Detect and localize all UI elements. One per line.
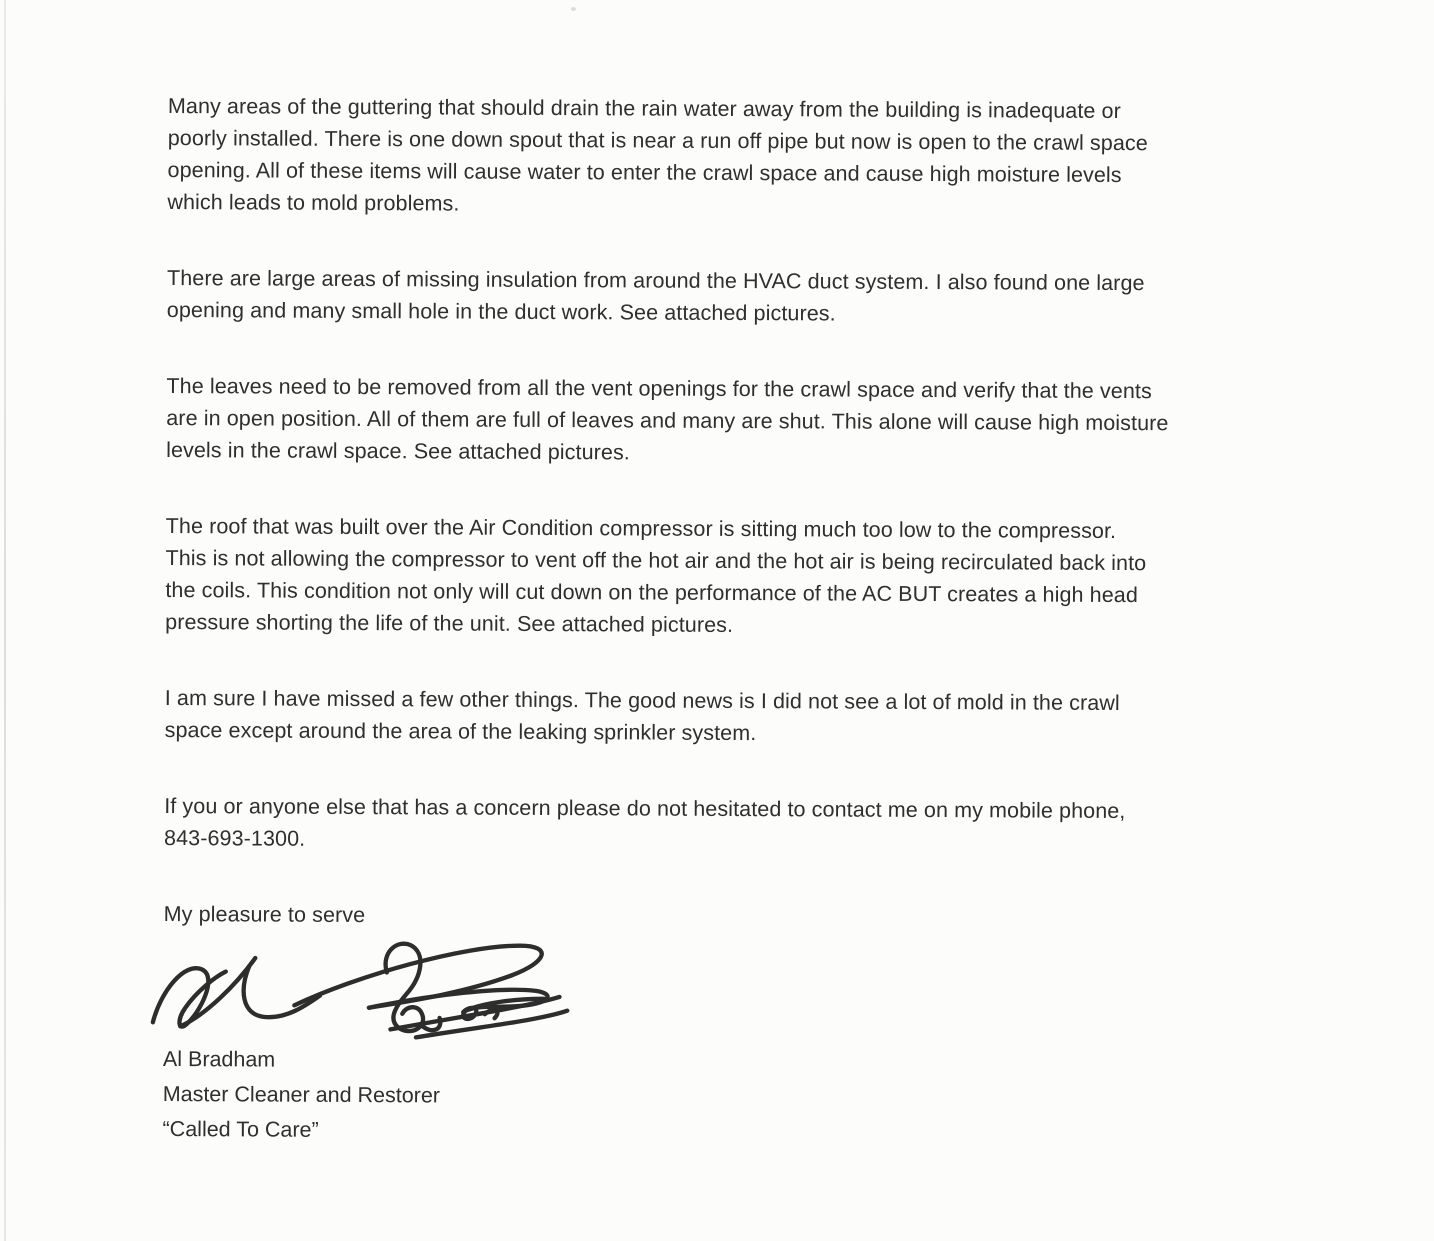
text-line: opening. All of these items will cause water to enter the crawl space and cause high moisture levels <box>167 157 1122 187</box>
paragraph-vents <box>166 370 1346 472</box>
text-line: There are large areas of missing insulation from around the HVAC duct system. I also found one large <box>166 265 1145 296</box>
text-line: poorly installed. There is one down spout that is near a run off pipe but now is open to the crawl space <box>167 125 1148 156</box>
text-line: I am sure I have missed a few other things. The good news is I did not see a lot of mold in the crawl <box>164 685 1120 715</box>
paragraph-contact <box>164 790 1344 860</box>
text-line: which leads to mold problems. <box>167 189 460 216</box>
paragraph-mold-summary <box>165 682 1345 752</box>
text-line: Many areas of the guttering that should drain the rain water away from the building is inadequate or <box>167 93 1121 123</box>
text-line: levels in the crawl space. See attached pictures. <box>166 437 630 465</box>
text-line: opening and many small hole in the duct work. See attached pictures. <box>166 297 836 326</box>
paragraph-insulation <box>167 262 1347 332</box>
text-line: space except around the area of the leaking sprinkler system. <box>164 717 757 746</box>
text-line: pressure shorting the life of the unit. See attached pictures. <box>165 609 734 637</box>
text-line: the coils. This condition not only will cut down on the performance of the AC BUT creates a high head <box>165 577 1139 608</box>
signer-name: Al Bradham <box>162 1046 276 1072</box>
scan-speck <box>571 7 576 11</box>
phone-number: 843-693-1300. <box>164 825 306 851</box>
signer-title: Master Cleaner and Restorer <box>162 1081 441 1108</box>
text-line: The leaves need to be removed from all the vent openings for the crawl space and verify that the vents <box>166 373 1152 404</box>
letter-body <box>162 90 1348 1153</box>
paragraph-guttering <box>167 90 1348 224</box>
text-line: This is not allowing the compressor to vent off the hot air and the hot air is being recirculated back into <box>165 545 1147 576</box>
paragraph-compressor <box>165 510 1346 644</box>
text-line: are in open position. All of them are full of leaves and many are shut. This alone will cause high moisture <box>166 405 1169 436</box>
signer-tagline: “Called To Care” <box>162 1116 319 1142</box>
text-line: The roof that was built over the Air Condition compressor is sitting much too low to the compressor. <box>165 513 1117 543</box>
signature-handwritten <box>139 932 572 1044</box>
scan-edge-artifact <box>4 0 6 1241</box>
signoff-block <box>162 1042 1343 1153</box>
text-line: If you or anyone else that has a concern please do not hesitated to contact me on my mobile phone, <box>164 793 1126 824</box>
closing-line: My pleasure to serve <box>163 901 366 928</box>
